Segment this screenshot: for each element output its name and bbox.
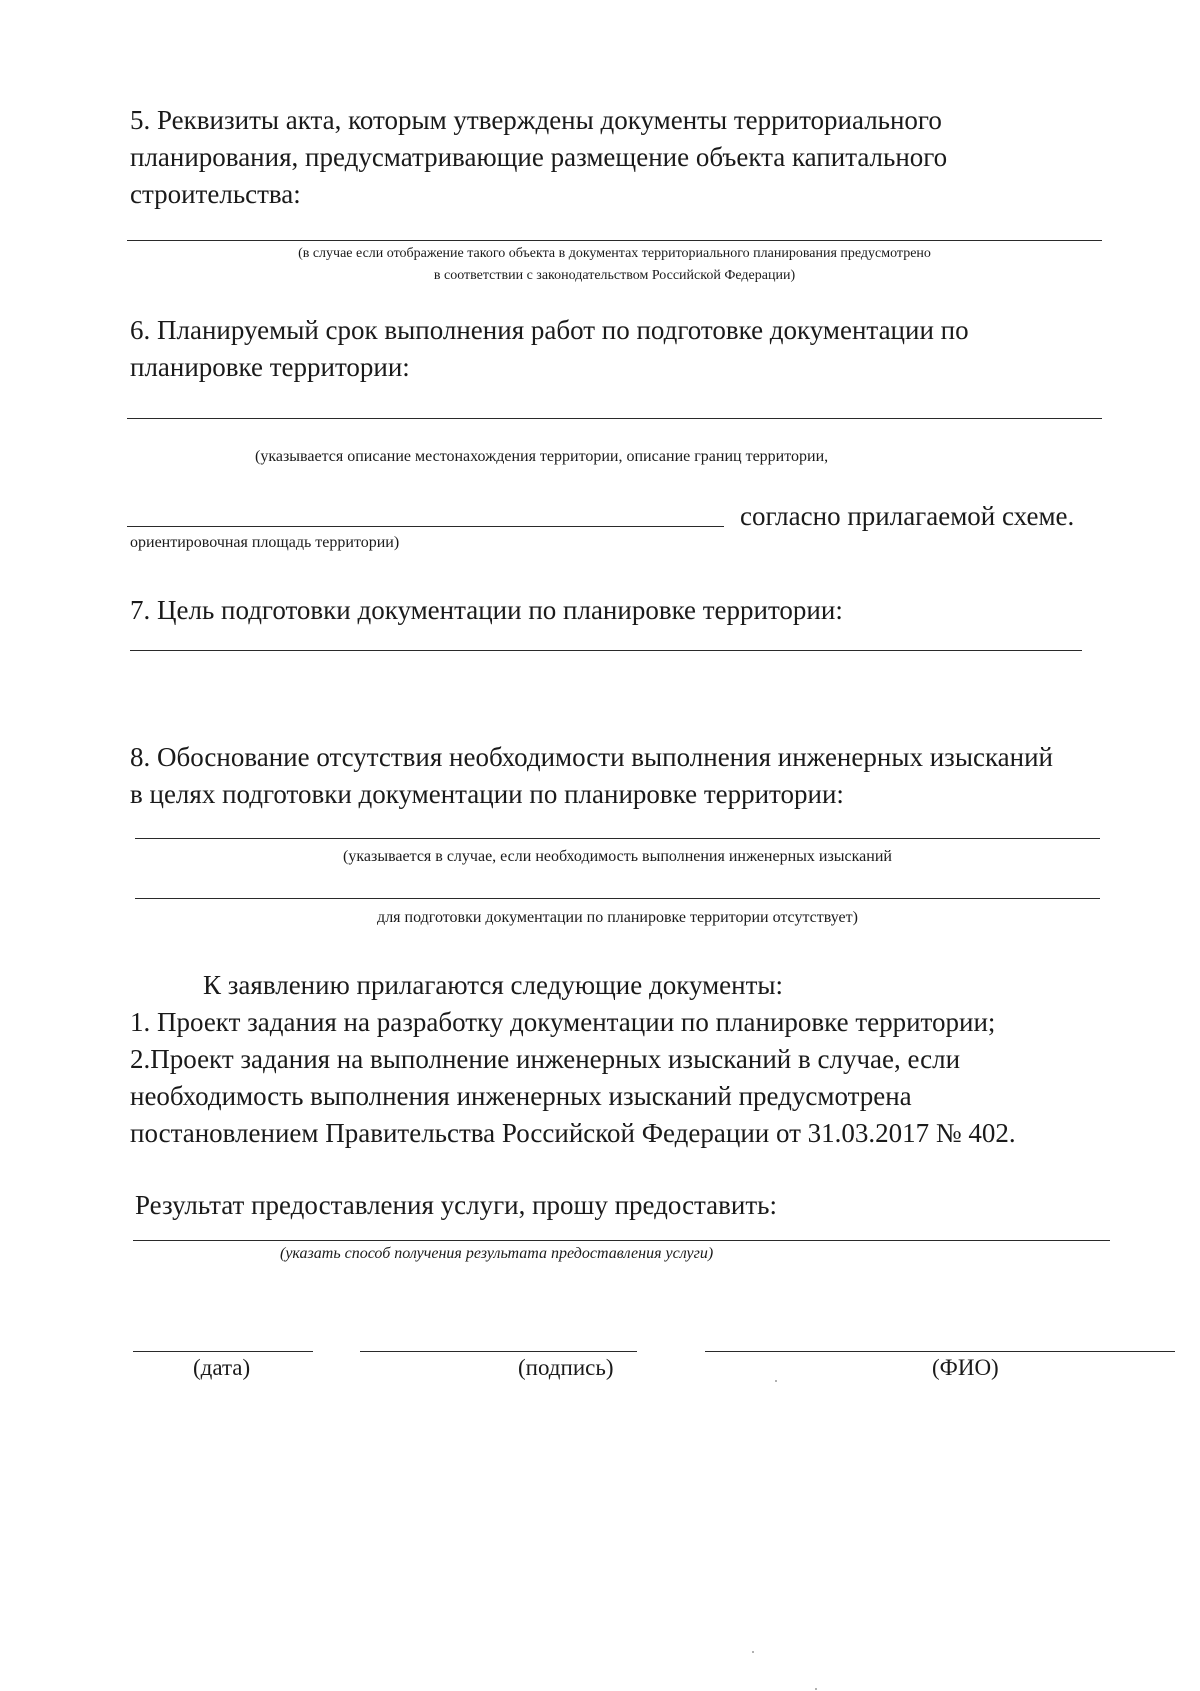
- scan-speck: [752, 1651, 754, 1653]
- name-label: (ФИО): [932, 1355, 999, 1380]
- section5-line-3: строительства:: [130, 179, 301, 209]
- section8-line-1: 8. Обоснование отсутствия необходимости выполнения инженерных изысканий: [130, 742, 1053, 772]
- section5-fill-line: [127, 240, 1102, 241]
- result-fill-line: [133, 1240, 1110, 1241]
- signature-label: (подпись): [518, 1355, 614, 1380]
- section6-line-1: 6. Планируемый срок выполнения работ по подготовке документации по: [130, 315, 969, 345]
- result-line: Результат предоставления услуги, прошу предоставить:: [135, 1190, 777, 1220]
- section8-note-2: для подготовки документации по планировке территории отсутствует): [377, 909, 858, 926]
- section5-line-2: планирования, предусматривающие размещение объекта капитального: [130, 142, 948, 172]
- attachments-intro: К заявлению прилагаются следующие документы:: [203, 970, 784, 1000]
- name-fill-line: [705, 1351, 1175, 1352]
- section6-fill-line-2: [127, 526, 724, 527]
- section6-note-1: (указывается описание местонахождения территории, описание границ территории,: [255, 448, 829, 465]
- date-fill-line: [133, 1351, 313, 1352]
- scan-speck: [775, 1380, 777, 1382]
- attachment-line-4: постановлением Правительства Российской Федерации от 31.03.2017 № 402.: [130, 1118, 1016, 1148]
- attachment-line-1: 1. Проект задания на разработку документации по планировке территории;: [130, 1007, 996, 1037]
- section6-note-2: ориентировочная площадь территории): [130, 534, 400, 551]
- section5-note-line-1: (в случае если отображение такого объекта в документах территориального планирования предусмотрено: [298, 246, 931, 261]
- section6-scheme-text: согласно прилагаемой схеме.: [740, 501, 1075, 531]
- section8-fill-line-1: [135, 838, 1100, 839]
- section5-note-line-2: в соответствии с законодательством Российской Федерации): [433, 268, 796, 283]
- signature-fill-line: [360, 1351, 637, 1352]
- attachment-line-3: необходимость выполнения инженерных изысканий предусмотрена: [130, 1081, 912, 1111]
- section8-line-2: в целях подготовки документации по планировке территории:: [130, 779, 844, 809]
- date-label: (дата): [193, 1355, 251, 1380]
- section8-note-1: (указывается в случае, если необходимость выполнения инженерных изысканий: [343, 848, 892, 865]
- section5-line-1: 5. Реквизиты акта, которым утверждены документы территориального: [130, 105, 942, 135]
- section7-fill-line: [130, 650, 1082, 651]
- attachment-line-2: 2.Проект задания на выполнение инженерных изысканий в случае, если: [130, 1044, 961, 1074]
- scan-speck: [815, 1688, 817, 1690]
- section6-line-2: планировке территории:: [130, 352, 410, 382]
- section7-line: 7. Цель подготовки документации по планировке территории:: [130, 595, 843, 625]
- section8-fill-line-2: [135, 898, 1100, 899]
- result-note: (указать способ получения результата предоставления услуги): [280, 1245, 714, 1262]
- section6-fill-line-1: [127, 418, 1102, 419]
